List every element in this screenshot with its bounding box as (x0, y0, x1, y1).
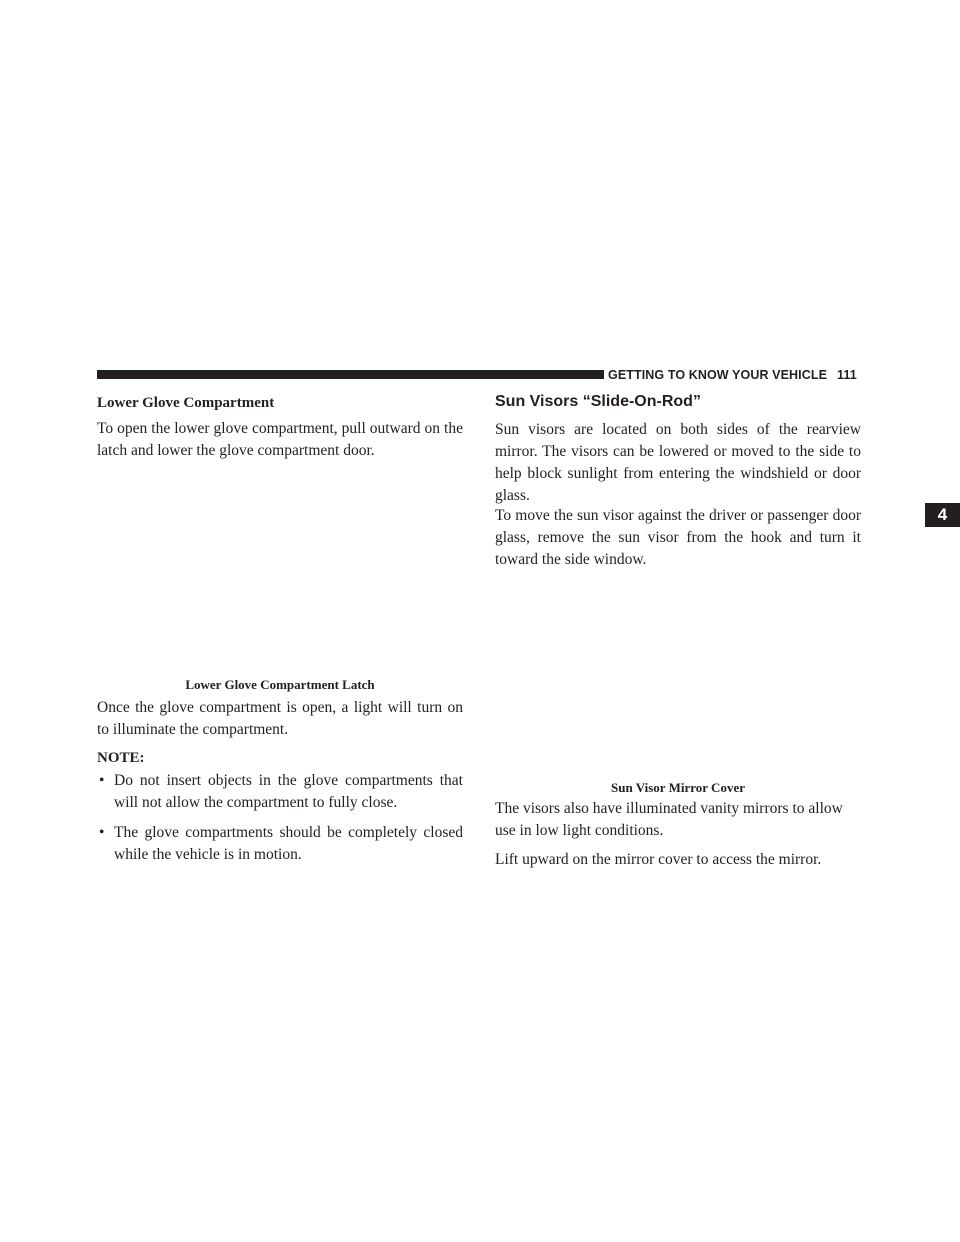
header-section-title: GETTING TO KNOW YOUR VEHICLE (608, 368, 828, 382)
note-list (97, 770, 463, 874)
page-number: 111 (837, 368, 857, 382)
subheading-lower-glove-compartment: Lower Glove Compartment (97, 395, 275, 411)
paragraph-compartment-light: Once the glove compartment is open, a light will turn on to illuminate the compartment. (97, 699, 463, 738)
paragraph-sun-visors-location: Sun visors are located on both sides of the rearview mirror. The visors can be lowered or moved to the side to help block sunlight from entering the windshield or door glass. (495, 421, 861, 504)
figure-sun-visor-mirror-cover (495, 575, 861, 775)
bullet-icon: • (99, 824, 105, 841)
list-item: • Do not insert objects in the glove compartments that will not allow the compartment to fully close. (99, 772, 463, 811)
chapter-tab: 4 (925, 503, 960, 527)
header-rule (97, 370, 600, 379)
heading-sun-visors: Sun Visors “Slide-On-Rod” (495, 393, 701, 410)
paragraph-open-glove-compartment: To open the lower glove compartment, pull outward on the latch and lower the glove compartment door. (97, 420, 463, 459)
paragraph-vanity-mirrors: The visors also have illuminated vanity mirrors to allow use in low light conditions. (495, 800, 843, 839)
figure-caption-latch: Lower Glove Compartment Latch (185, 677, 375, 692)
figure-lower-glove-compartment-latch (97, 470, 463, 670)
figure-caption-mirror-cover: Sun Visor Mirror Cover (611, 780, 745, 795)
bullet-icon: • (99, 772, 105, 789)
paragraph-lift-mirror-cover: Lift upward on the mirror cover to access the mirror. (495, 851, 822, 868)
running-header (608, 368, 857, 382)
note-label: NOTE: (97, 750, 145, 766)
list-item: • The glove compartments should be completely closed while the vehicle is in motion. (99, 824, 463, 863)
paragraph-move-sun-visor: To move the sun visor against the driver or passenger door glass, remove the sun visor from the hook and turn it toward the side window. (495, 507, 861, 568)
header-rule-end (598, 370, 604, 379)
